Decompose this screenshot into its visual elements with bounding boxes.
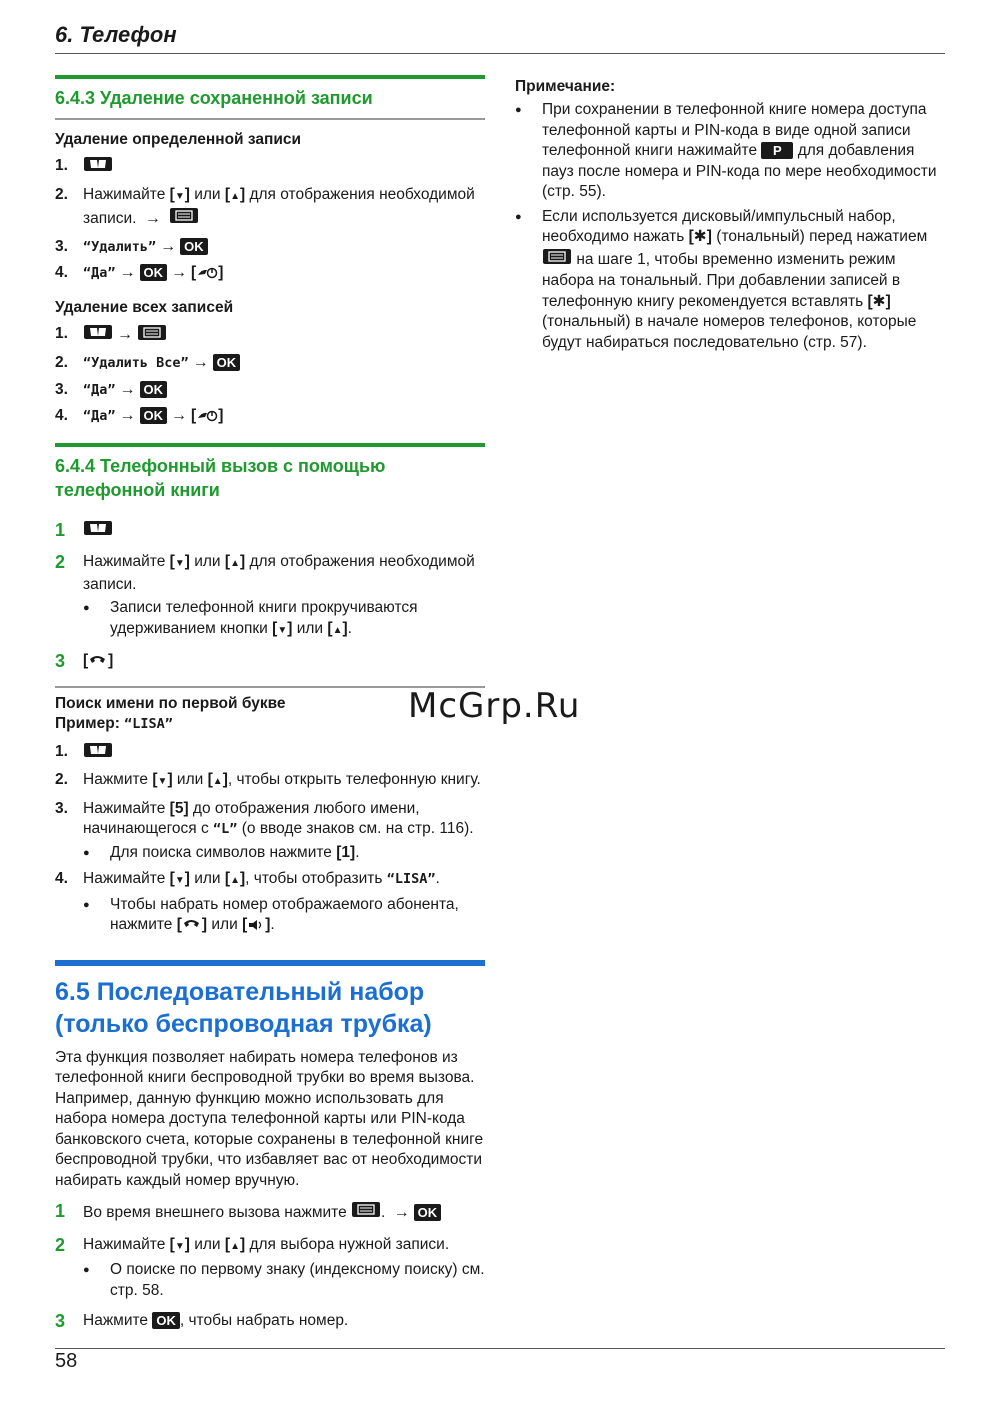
step-number: 1 bbox=[55, 519, 66, 540]
note-title: Примечание: bbox=[515, 78, 616, 95]
key-5-icon: [5] bbox=[169, 799, 189, 817]
talk-key-icon: [ ] bbox=[176, 916, 208, 933]
footer-divider bbox=[55, 1348, 945, 1349]
pause-key-icon: P bbox=[761, 142, 793, 159]
step-number: 3. bbox=[55, 799, 68, 817]
bullet-text: на шаге 1, чтобы временно изменить режим набора на тональный. При добавлении записей в телефонную книгу рекомендуется вставлять bbox=[542, 250, 901, 310]
step-text: или bbox=[194, 185, 221, 203]
step-number: 2. bbox=[55, 185, 68, 203]
step-text: Нажимайте bbox=[83, 870, 166, 887]
arrow-icon: → bbox=[119, 380, 136, 398]
bullet-text: Если используется дисковый/импульсный набор, необходимо нажать bbox=[542, 207, 896, 245]
step bbox=[55, 520, 485, 543]
down-key-icon: [▼] bbox=[169, 553, 190, 570]
title-line: 6.5 Последовательный набор bbox=[55, 977, 425, 1006]
step-number: 1. bbox=[55, 742, 68, 760]
step bbox=[55, 1311, 485, 1332]
section-644-title bbox=[55, 447, 485, 510]
up-key-icon: [▲] bbox=[224, 870, 246, 887]
step-text: до отображения любого имени, начинающегося с bbox=[83, 799, 420, 837]
step bbox=[55, 185, 485, 231]
off-key-icon: [ ] bbox=[191, 264, 224, 281]
step-text: , чтобы открыть телефонную книгу. bbox=[227, 771, 481, 788]
step-text: , чтобы отобразить bbox=[245, 870, 383, 887]
key-1-icon: [1] bbox=[336, 843, 356, 861]
phonebook-icon bbox=[83, 742, 113, 765]
bullet-text: или bbox=[296, 619, 324, 637]
menu-key-icon bbox=[169, 207, 199, 231]
title-line: 6.4.4 Телефонный вызов с помощью bbox=[55, 455, 386, 476]
menu-key-icon bbox=[542, 248, 572, 272]
step bbox=[55, 406, 485, 427]
letter-text: “L” bbox=[213, 821, 238, 837]
name-text: “LISA” bbox=[386, 871, 436, 887]
off-key-icon: [ ] bbox=[191, 407, 224, 424]
section-divider bbox=[55, 118, 485, 120]
step-number: 4. bbox=[55, 264, 68, 281]
ok-key-icon: OK bbox=[414, 1204, 442, 1221]
bullet-icon: ● bbox=[83, 602, 90, 614]
ok-key-icon: OK bbox=[140, 407, 168, 424]
step-text: Нажимайте bbox=[83, 1235, 166, 1253]
menu-item-text: “Да” bbox=[83, 408, 116, 424]
step-number: 1. bbox=[55, 324, 68, 342]
bullet-text: О поиске по первому знаку (индексному поиску) см. стр. 58. bbox=[110, 1261, 485, 1299]
title-line: телефонной книги bbox=[55, 479, 220, 500]
menu-key-icon bbox=[351, 1201, 381, 1225]
step-number: 3. bbox=[55, 380, 68, 398]
bullet-icon: ● bbox=[83, 846, 90, 859]
search-title: Поиск имени по первой букве bbox=[55, 694, 286, 712]
step-number: 3 bbox=[55, 1311, 66, 1331]
step-text: для отображения необходимой записи. bbox=[83, 185, 475, 227]
step-number: 4. bbox=[55, 870, 68, 887]
example-label: Пример: bbox=[55, 714, 120, 732]
step-number: 1. bbox=[55, 157, 68, 174]
bullet-icon: ● bbox=[515, 210, 522, 223]
list-item bbox=[515, 100, 947, 203]
section-643-title: 6.4.3 Удаление сохраненной записи bbox=[55, 88, 373, 108]
phonebook-icon bbox=[83, 156, 113, 179]
up-key-icon: [▲] bbox=[224, 1235, 246, 1253]
section-65-title bbox=[55, 966, 485, 1048]
step-number: 3. bbox=[55, 237, 68, 255]
bullet-text: Для поиска символов нажмите bbox=[110, 843, 332, 861]
step-number: 2 bbox=[55, 552, 66, 572]
arrow-icon: → bbox=[119, 407, 136, 424]
step bbox=[55, 380, 485, 401]
arrow-icon: → bbox=[160, 237, 177, 255]
down-key-icon: [▼] bbox=[169, 185, 190, 203]
star-key-icon: [✱] bbox=[688, 228, 712, 245]
arrow-icon: → bbox=[192, 354, 209, 371]
list-item: ● Чтобы набрать номер отображаемого абонента, нажмите [ ] или [ ]. bbox=[83, 895, 485, 936]
menu-item-text: “Да” bbox=[83, 381, 116, 398]
step-text: для выбора нужной записи. bbox=[249, 1235, 450, 1253]
step-number: 2. bbox=[55, 354, 68, 371]
arrow-icon: → bbox=[144, 209, 161, 227]
step-text: Нажимайте bbox=[83, 553, 166, 570]
down-key-icon: [▼] bbox=[152, 771, 173, 788]
step-number: 2 bbox=[55, 1234, 66, 1255]
star-key-icon: [✱] bbox=[867, 292, 891, 310]
ok-key-icon: OK bbox=[213, 354, 241, 371]
step bbox=[55, 263, 485, 284]
speaker-key-icon: [ ] bbox=[242, 916, 271, 933]
step-text: Нажимайте bbox=[83, 799, 166, 817]
watermark: McGrp.Ru bbox=[408, 686, 581, 726]
section-65-intro: Эта функция позволяет набирать номера телефонов из телефонной книги беспроводной трубки во время вызова. Например, данную функцию можно использовать для набора номера доступа телефонной карты или PIN-кода банковского счета, которые сохранены в телефонной книге беспроводной трубки, что избавляет вас от необходимости набирать каждый номер вручную. bbox=[55, 1048, 484, 1189]
step bbox=[55, 742, 485, 765]
step-text: Нажмите bbox=[83, 771, 149, 788]
ok-key-icon: OK bbox=[180, 238, 208, 255]
step bbox=[55, 1235, 485, 1302]
step-text: (о вводе знаков см. на стр. 116). bbox=[241, 820, 474, 837]
bullet-icon: ● bbox=[83, 898, 90, 911]
menu-item-text: “Удалить” bbox=[83, 238, 157, 255]
header-divider bbox=[55, 53, 945, 54]
list-item bbox=[515, 207, 947, 354]
step-text: или bbox=[194, 870, 221, 887]
right-column bbox=[515, 75, 947, 353]
subheading-delete-one: Удаление определенной записи bbox=[55, 131, 302, 148]
bullet-text: или bbox=[211, 916, 238, 933]
example-value: “LISA” bbox=[124, 715, 173, 732]
step bbox=[55, 353, 485, 374]
ok-key-icon: OK bbox=[140, 381, 168, 398]
up-key-icon: [▲] bbox=[224, 185, 246, 203]
bullet-icon: ● bbox=[515, 104, 522, 116]
up-key-icon: [▲] bbox=[207, 771, 228, 788]
step bbox=[55, 156, 485, 179]
down-key-icon: [▼] bbox=[272, 619, 293, 637]
page-header-title: 6. Телефон bbox=[55, 22, 177, 47]
arrow-icon: → bbox=[117, 326, 133, 344]
list-item: ● Записи телефонной книги прокручиваются удерживанием кнопки [▼] или [▲]. bbox=[83, 598, 485, 641]
ok-key-icon: OK bbox=[140, 264, 168, 281]
step bbox=[55, 770, 485, 793]
arrow-icon: → bbox=[119, 264, 136, 281]
step bbox=[55, 552, 485, 641]
down-key-icon: [▼] bbox=[169, 870, 190, 887]
step bbox=[55, 799, 485, 864]
arrow-icon: → bbox=[393, 1203, 410, 1221]
step-number: 3 bbox=[55, 651, 66, 671]
bullet-text: (тональный) перед нажатием bbox=[716, 228, 928, 245]
ok-key-icon: OK bbox=[152, 1312, 180, 1329]
step bbox=[55, 651, 485, 672]
bullet-text: для добавления пауз после номера и PIN-кода по мере необходимости (стр. 55). bbox=[542, 142, 937, 200]
step-text: Нажмите bbox=[83, 1312, 149, 1329]
step-text: или bbox=[176, 771, 204, 788]
step-number: 4. bbox=[55, 407, 68, 424]
step bbox=[55, 324, 485, 348]
up-key-icon: [▲] bbox=[224, 553, 246, 570]
step-text: или bbox=[194, 1235, 221, 1253]
bullet-text: Чтобы набрать номер отображаемого абонента, нажмите bbox=[110, 895, 459, 933]
step-text: для отображения необходимой записи. bbox=[83, 553, 475, 593]
step-number: 1 bbox=[55, 1201, 66, 1221]
menu-item-text: “Удалить Все” bbox=[83, 355, 189, 371]
bullet-text: (тональный) в начале номеров телефонов, которые будут набираться последовательно (стр. 57). bbox=[542, 313, 917, 351]
step: 1 Во время внешнего вызова нажмите . → OK bbox=[55, 1201, 485, 1225]
arrow-icon: → bbox=[171, 407, 188, 424]
bullet-icon: ● bbox=[83, 1264, 90, 1276]
bullet-text: При сохранении в телефонной книге номера доступа телефонной карты и PIN-кода в виде одной записи телефонной книги нажимайте bbox=[542, 101, 927, 159]
step-number: 2. bbox=[55, 771, 68, 788]
page-number: 58 bbox=[55, 1350, 78, 1372]
phonebook-icon bbox=[83, 520, 113, 543]
up-key-icon: [▲] bbox=[327, 619, 348, 637]
step-text: Нажимайте bbox=[83, 185, 166, 203]
step-text: Во время внешнего вызова нажмите bbox=[83, 1203, 347, 1221]
title-line: (только беспроводная трубка) bbox=[55, 1009, 432, 1038]
bullet-text: Записи телефонной книги прокручиваются удерживанием кнопки bbox=[110, 599, 418, 637]
phonebook-icon bbox=[83, 324, 113, 347]
list-item bbox=[83, 1260, 485, 1301]
step bbox=[55, 237, 485, 258]
list-item: ● Для поиска символов нажмите [1]. bbox=[83, 843, 485, 864]
step-text: или bbox=[194, 553, 221, 570]
arrow-icon: → bbox=[171, 264, 188, 281]
talk-key-icon: [ ] bbox=[83, 652, 114, 669]
step: 4. Нажимайте [▼] или [▲], чтобы отобразить “LISA”. ● Чтобы набрать номер отображаемого абонента, нажмите [ ] или [ ]. bbox=[55, 869, 485, 936]
step-text: , чтобы набрать номер. bbox=[179, 1312, 349, 1329]
subheading-delete-all: Удаление всех записей bbox=[55, 298, 234, 316]
menu-key-icon bbox=[137, 324, 167, 348]
down-key-icon: [▼] bbox=[169, 1235, 190, 1253]
menu-item-text: “Да” bbox=[83, 265, 116, 281]
